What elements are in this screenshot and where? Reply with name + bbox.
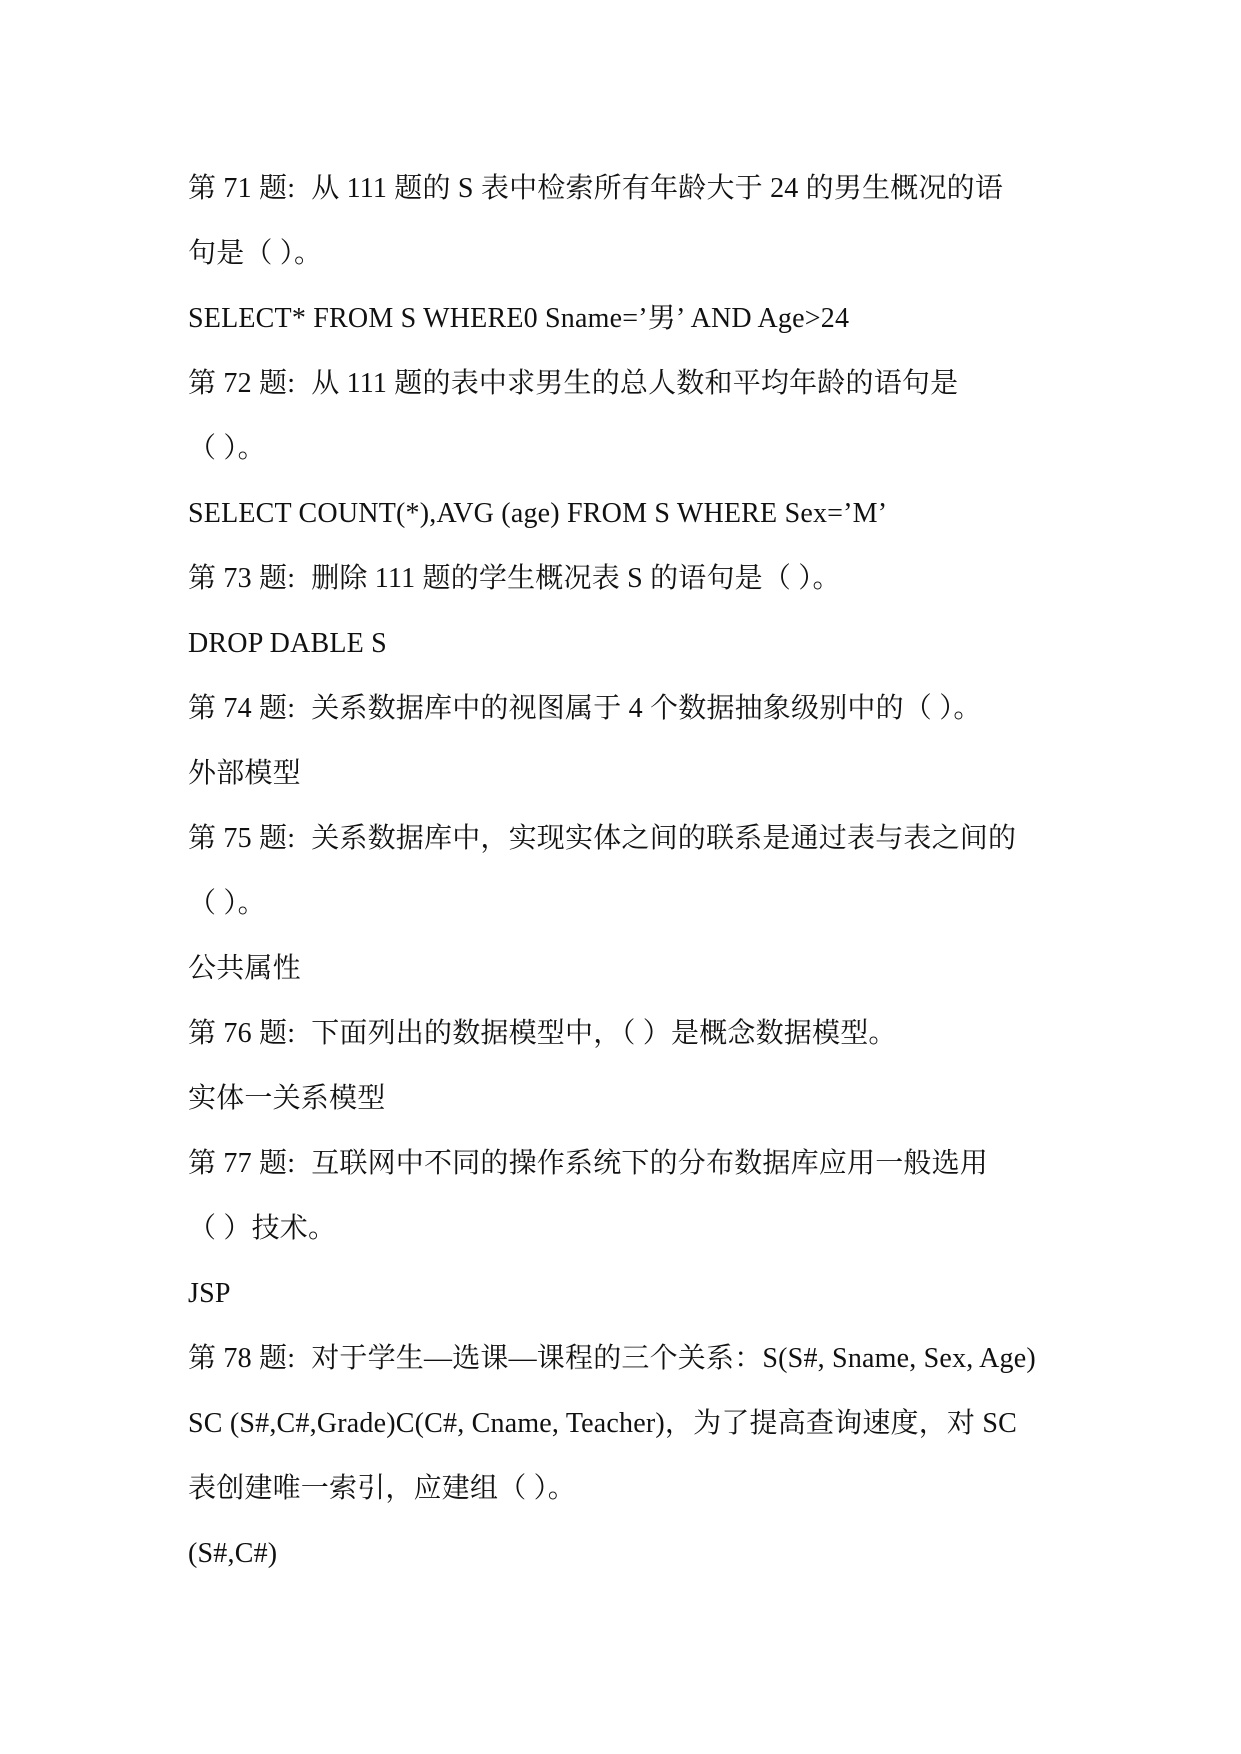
question-text: 对于学生—选课—课程的三个关系：S(S#, Sname, Sex, Age) [311,1343,1036,1374]
answer-text: JSP [188,1278,231,1309]
question-line [188,156,1068,221]
question-text: 关系数据库中，实现实体之间的联系是通过表与表之间的 [311,823,1017,854]
question-line [188,1131,1068,1196]
question-line-continued: （ ）。 [188,888,266,919]
question-line [188,546,1068,611]
question-text: 从 111 题的 S 表中检索所有年龄大于 24 的男生概况的语 [311,173,1004,204]
question-text: 删除 111 题的学生概况表 S 的语句是（ ）。 [311,563,841,594]
question-number: 第 77 题: [188,1148,296,1179]
answer-text: SELECT* FROM S WHERE0 Sname=’男’ AND Age>24 [188,303,850,334]
question-number: 第 75 题: [188,823,296,854]
answer-text: 实体一关系模型 [188,1083,386,1114]
answer-text: DROP DABLE S [188,628,387,659]
question-line [188,1326,1068,1391]
question-line-continued: 句是（ ）。 [188,238,323,269]
question-line [188,676,1068,741]
question-number: 第 73 题: [188,563,296,594]
question-text: 互联网中不同的操作系统下的分布数据库应用一般选用 [311,1148,988,1179]
question-number: 第 76 题: [188,1018,296,1049]
question-list [188,156,1068,1586]
question-line-continued: 表创建唯一索引，应建组（ ）。 [188,1473,577,1504]
question-line [188,351,1068,416]
question-line-continued: SC (S#,C#,Grade)C(C#, Cname, Teacher)，为了提高查询速度，对 SC [188,1408,1017,1439]
question-text: 关系数据库中的视图属于 4 个数据抽象级别中的（ ）。 [311,693,982,724]
question-text: 下面列出的数据模型中，（ ）是概念数据模型。 [311,1018,897,1049]
question-line [188,1001,1068,1066]
question-number: 第 78 题: [188,1343,296,1374]
question-number: 第 72 题: [188,368,296,399]
question-line [188,806,1068,871]
answer-text: 公共属性 [188,953,301,984]
answer-text: 外部模型 [188,758,301,789]
answer-text: SELECT COUNT(*),AVG (age) FROM S WHERE Sex=’M’ [188,498,888,529]
question-number: 第 71 题: [188,173,296,204]
question-line-continued: （ ）技术。 [188,1213,337,1244]
question-number: 第 74 题: [188,693,296,724]
answer-text: (S#,C#) [188,1538,278,1569]
question-line-continued: （ ）。 [188,433,266,464]
question-text: 从 111 题的表中求男生的总人数和平均年龄的语句是 [311,368,959,399]
